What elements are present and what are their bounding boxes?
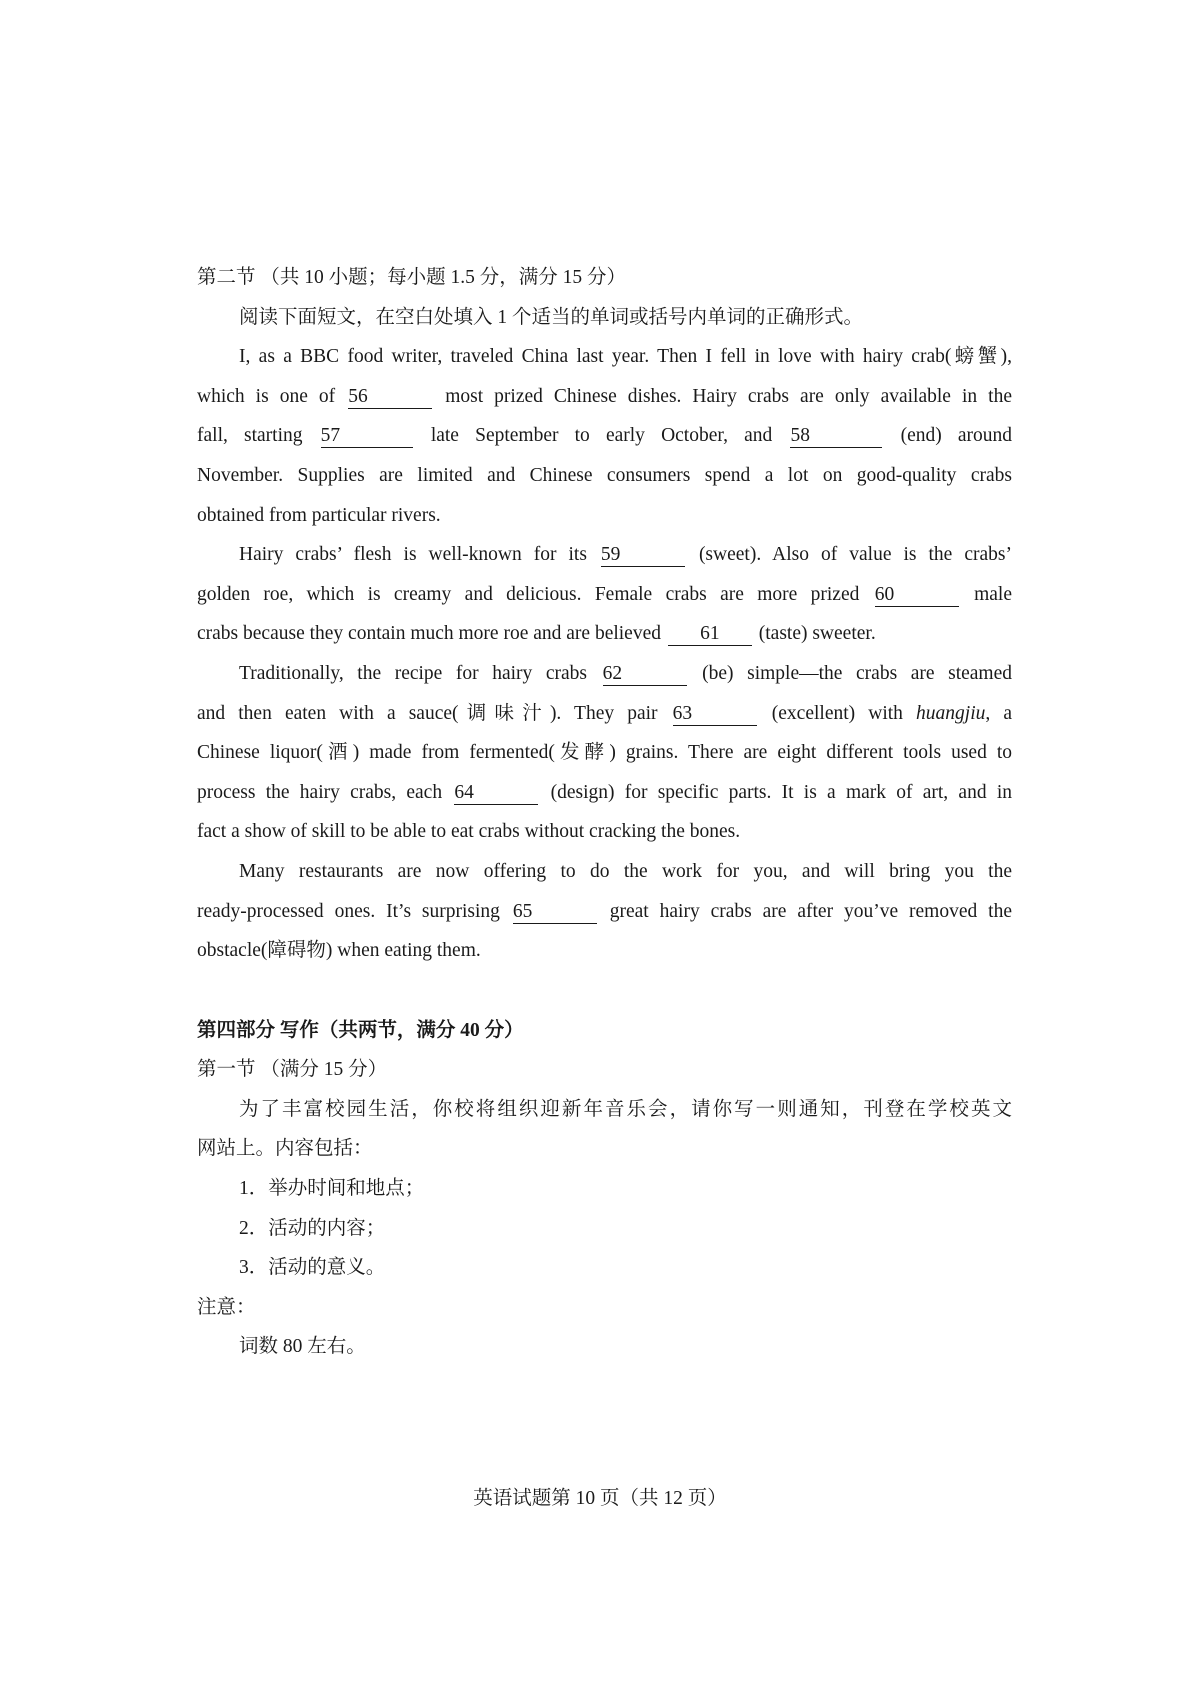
passage-line: ready-processed ones. It’s surprising 65 great hairy crabs are after you’ve removed the (197, 900, 1012, 922)
blank-59[interactable]: 59 (601, 544, 685, 567)
blank-60[interactable]: 60 (875, 584, 959, 607)
passage-line: Many restaurants are now offering to do the work for you, and will bring you the (239, 860, 1012, 882)
spacer (197, 971, 1012, 1011)
passage-line: Traditionally, the recipe for hairy crabs 62 (be) simple—the crabs are steamed (239, 662, 1012, 684)
writing-prompt: 网站上。内容包括： (197, 1138, 373, 1160)
passage-line: golden roe, which is creamy and delicious. Female crabs are more prized 60 male (197, 583, 1012, 605)
blank-63[interactable]: 63 (673, 703, 757, 726)
passage-line: which is one of 56 most prized Chinese dishes. Hairy crabs are only available in the (197, 385, 1012, 407)
passage-line: November. Supplies are limited and Chinese consumers spend a lot on good-quality crabs (197, 464, 1012, 486)
passage-line: fact a show of skill to be able to eat crabs without cracking the bones. (197, 821, 741, 843)
italic-term: huangjiu (916, 702, 986, 724)
passage-line: I, as a BBC food writer, traveled China last year. Then I fell in love with hairy crab(螃蟹), (239, 346, 1012, 368)
passage-line: fall, starting 57 late September to early October, and 58 (end) around (197, 425, 1013, 447)
section2-heading: 第二节 （共 10 小题；每小题 1.5 分，满分 15 分） (197, 267, 627, 288)
section2-instruction: 阅读下面短文，在空白处填入 1 个适当的单词或括号内单词的正确形式。 (239, 306, 864, 328)
blank-62[interactable]: 62 (603, 663, 687, 686)
blank-56[interactable]: 56 (348, 386, 432, 409)
blank-64[interactable]: 64 (454, 782, 538, 805)
passage-line: and then eaten with a sauce(调味汁). They pair 63 (excellent) with huangjiu, a (197, 702, 1013, 724)
passage-line: obtained from particular rivers. (197, 504, 441, 526)
blank-57[interactable]: 57 (321, 425, 413, 448)
part4-heading: 第四部分 写作（共两节，满分 40 分） (197, 1019, 524, 1041)
prompt-item: 3．活动的意义。 (239, 1257, 386, 1279)
writing-prompt: 为了丰富校园生活，你校将组织迎新年音乐会，请你写一则通知，刊登在学校英文 (239, 1098, 1012, 1120)
note-label: 注意： (197, 1296, 256, 1318)
blank-65[interactable]: 65 (513, 901, 597, 924)
page-footer: 英语试题第 10 页（共 12 页） (473, 1488, 727, 1509)
note-text: 词数 80 左右。 (239, 1336, 366, 1358)
blank-58[interactable]: 58 (790, 425, 882, 448)
prompt-item: 2．活动的内容； (239, 1217, 386, 1239)
prompt-item: 1．举办时间和地点； (239, 1178, 425, 1200)
passage-line: obstacle(障碍物) when eating them. (197, 940, 481, 962)
section1-heading: 第一节 （满分 15 分） (197, 1059, 388, 1081)
page-content (197, 258, 1012, 1367)
passage-line: Chinese liquor(酒) made from fermented(发酵) grains. There are eight different tools used to (197, 742, 1012, 764)
passage-line: Hairy crabs’ flesh is well-known for its 59 (sweet). Also of value is the crabs’ (239, 544, 1012, 566)
passage-line: process the hairy crabs, each 64 (design) for specific parts. It is a mark of art, and in (197, 781, 1012, 803)
blank-61[interactable]: 61 (668, 623, 752, 646)
passage-line: crabs because they contain much more roe and are believed 61 (taste) sweeter. (197, 623, 876, 645)
